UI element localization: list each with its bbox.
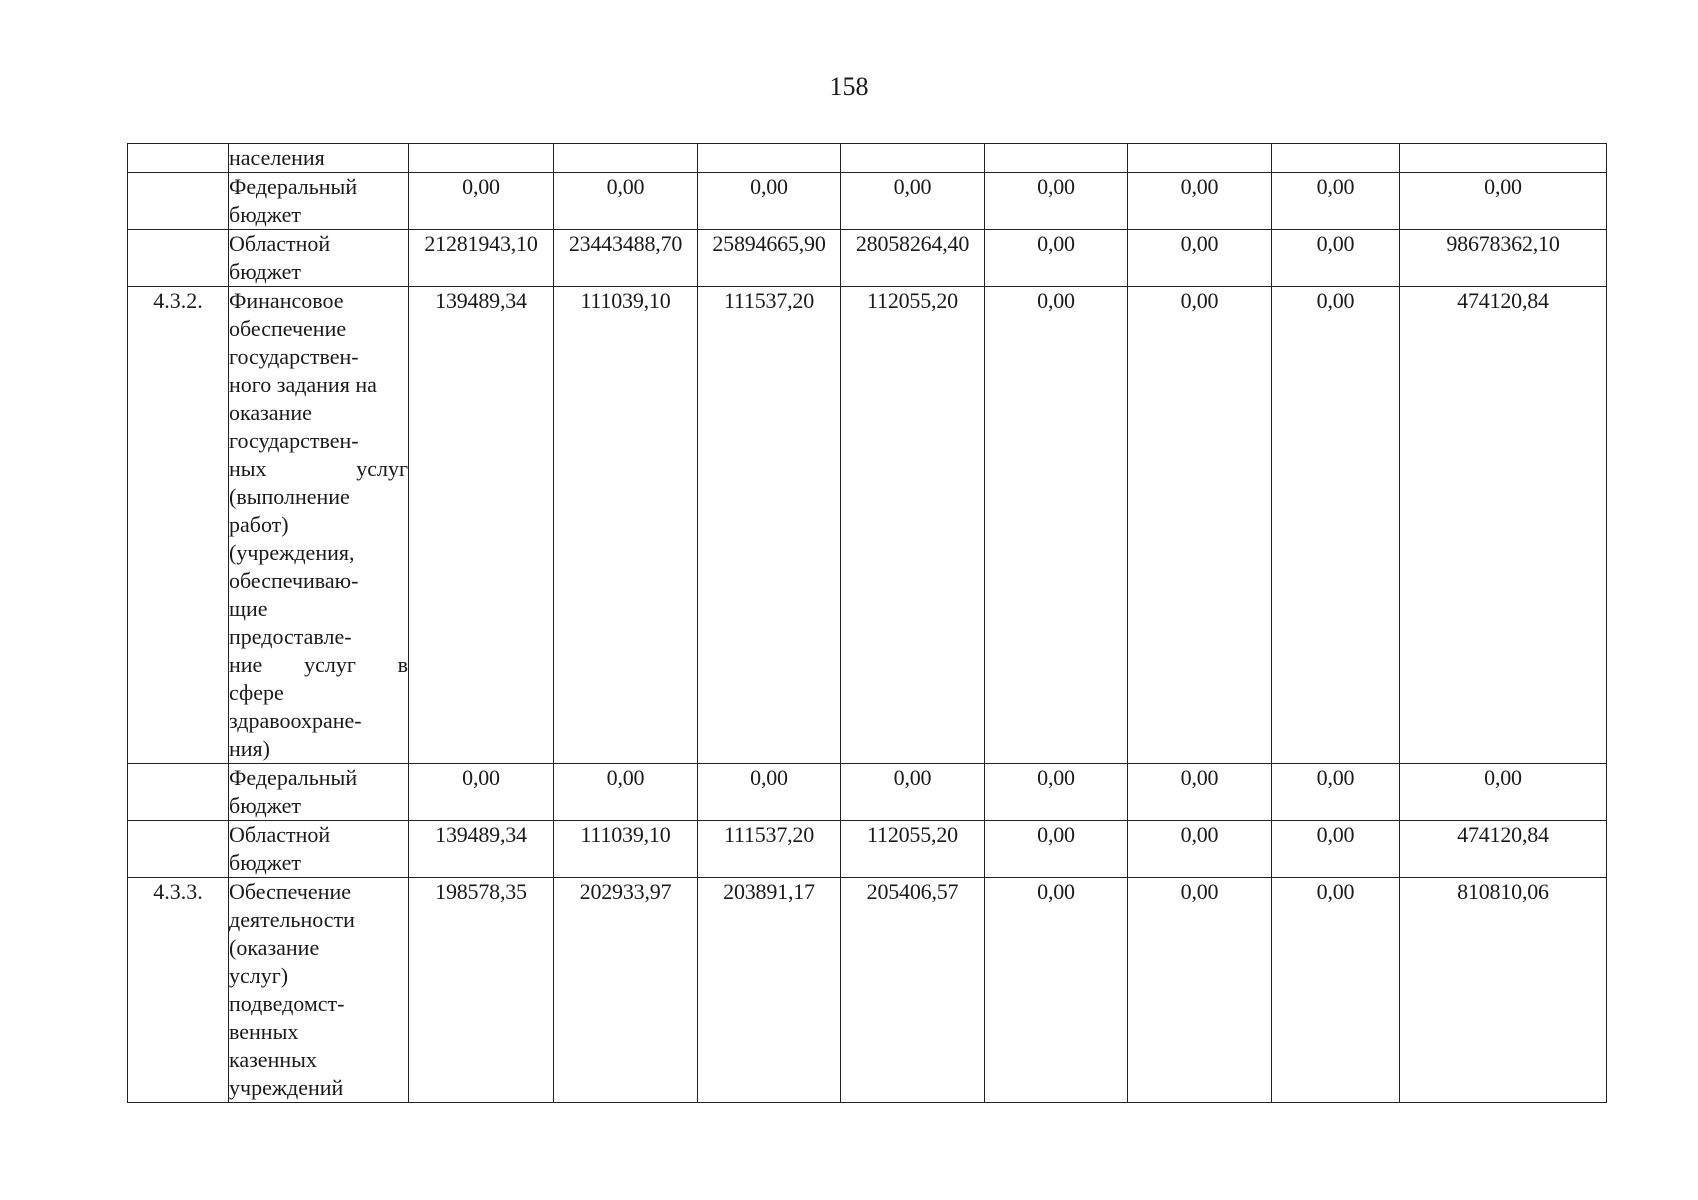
value-cell: 198578,35: [409, 878, 554, 1103]
name-line: венных: [229, 1019, 299, 1044]
value-cell: 0,00: [1128, 764, 1272, 821]
value-cell: 0,00: [985, 878, 1128, 1103]
value-cell: [409, 144, 554, 173]
name-line: Областной: [229, 822, 331, 847]
value-cell: 0,00: [1272, 764, 1400, 821]
name-line: сфере: [229, 680, 284, 705]
name-line: ние услуг в: [229, 652, 408, 677]
value-cell: 112055,20: [841, 287, 985, 764]
value-cell: 0,00: [985, 764, 1128, 821]
value-cell: 0,00: [1128, 230, 1272, 287]
row-code: 4.3.2.: [128, 287, 229, 764]
value-cell: 0,00: [698, 764, 841, 821]
table-row: [128, 764, 1607, 821]
value-cell: 98678362,10: [1400, 230, 1607, 287]
name-line: (оказание: [229, 935, 320, 960]
table-row: [128, 230, 1607, 287]
row-code: [128, 144, 229, 173]
value-cell: 205406,57: [841, 878, 985, 1103]
value-cell: [985, 144, 1128, 173]
value-cell: 0,00: [985, 230, 1128, 287]
name-line: населения: [229, 145, 325, 170]
row-name: [229, 821, 409, 878]
row-code: [128, 821, 229, 878]
value-cell: [1128, 144, 1272, 173]
budget-table: [127, 143, 1607, 1103]
value-cell: 0,00: [841, 173, 985, 230]
value-cell: 111537,20: [698, 821, 841, 878]
value-cell: 0,00: [409, 173, 554, 230]
value-cell: 139489,34: [409, 287, 554, 764]
value-cell: 474120,84: [1400, 821, 1607, 878]
name-line: Областной: [229, 231, 331, 256]
name-line: предоставле-: [229, 624, 352, 649]
name-line: (выполнение: [229, 484, 350, 509]
value-cell: 202933,97: [554, 878, 698, 1103]
value-cell: 0,00: [1128, 173, 1272, 230]
name-line: здравоохране-: [229, 708, 362, 733]
value-cell: 0,00: [1272, 230, 1400, 287]
value-cell: 474120,84: [1400, 287, 1607, 764]
name-line: подведомст-: [229, 991, 345, 1016]
name-line: Федеральный: [229, 174, 358, 199]
name-line: Федеральный: [229, 765, 358, 790]
name-line: бюджет: [229, 850, 301, 875]
name-line: государствен-: [229, 428, 359, 453]
row-code: [128, 230, 229, 287]
row-name: [229, 287, 409, 764]
value-cell: 0,00: [1272, 821, 1400, 878]
value-cell: 0,00: [1400, 173, 1607, 230]
row-name: [229, 878, 409, 1103]
value-cell: [554, 144, 698, 173]
name-line: ного задания на: [229, 372, 377, 397]
name-line: щие: [229, 596, 268, 621]
value-cell: [841, 144, 985, 173]
row-code: [128, 173, 229, 230]
value-cell: 25894665,90: [698, 230, 841, 287]
table-row: [128, 878, 1607, 1103]
name-line: ных услуг: [229, 456, 408, 481]
value-cell: 23443488,70: [554, 230, 698, 287]
value-cell: 21281943,10: [409, 230, 554, 287]
value-cell: [1400, 144, 1607, 173]
name-line: оказание: [229, 400, 312, 425]
row-name: [229, 764, 409, 821]
value-cell: 0,00: [1128, 821, 1272, 878]
table-row: [128, 287, 1607, 764]
name-line: государствен-: [229, 344, 359, 369]
value-cell: 0,00: [1272, 878, 1400, 1103]
value-cell: 0,00: [985, 821, 1128, 878]
value-cell: 139489,34: [409, 821, 554, 878]
value-cell: 111039,10: [554, 821, 698, 878]
value-cell: [698, 144, 841, 173]
name-line: обеспечиваю-: [229, 568, 359, 593]
value-cell: 0,00: [985, 287, 1128, 764]
name-line: бюджет: [229, 793, 301, 818]
value-cell: 0,00: [1400, 764, 1607, 821]
table-row: [128, 173, 1607, 230]
name-line: учреждений: [229, 1075, 344, 1100]
value-cell: 0,00: [1272, 287, 1400, 764]
name-line: услуг): [229, 963, 289, 988]
value-cell: 0,00: [554, 764, 698, 821]
value-cell: 28058264,40: [841, 230, 985, 287]
value-cell: 0,00: [1272, 173, 1400, 230]
table-body: [128, 144, 1607, 1103]
name-line: бюджет: [229, 202, 301, 227]
value-cell: 0,00: [409, 764, 554, 821]
page-number: 158: [829, 72, 869, 101]
value-cell: 203891,17: [698, 878, 841, 1103]
table-row: [128, 821, 1607, 878]
value-cell: 0,00: [698, 173, 841, 230]
row-name: [229, 144, 409, 173]
name-line: ния): [229, 736, 270, 761]
name-line: Обеспечение: [229, 879, 351, 904]
row-code: [128, 764, 229, 821]
value-cell: 111537,20: [698, 287, 841, 764]
value-cell: 111039,10: [554, 287, 698, 764]
value-cell: 810810,06: [1400, 878, 1607, 1103]
value-cell: 0,00: [554, 173, 698, 230]
row-name: [229, 230, 409, 287]
name-line: казенных: [229, 1047, 317, 1072]
name-line: Финансовое: [229, 288, 344, 313]
name-line: деятельности: [229, 907, 355, 932]
value-cell: 112055,20: [841, 821, 985, 878]
name-line: (учреждения,: [229, 540, 355, 565]
name-line: бюджет: [229, 259, 301, 284]
value-cell: [1272, 144, 1400, 173]
name-line: обеспечение: [229, 316, 347, 341]
value-cell: 0,00: [1128, 878, 1272, 1103]
value-cell: 0,00: [841, 764, 985, 821]
row-code: 4.3.3.: [128, 878, 229, 1103]
name-line: работ): [229, 512, 289, 537]
value-cell: 0,00: [985, 173, 1128, 230]
value-cell: 0,00: [1128, 287, 1272, 764]
table-row: [128, 144, 1607, 173]
row-name: [229, 173, 409, 230]
